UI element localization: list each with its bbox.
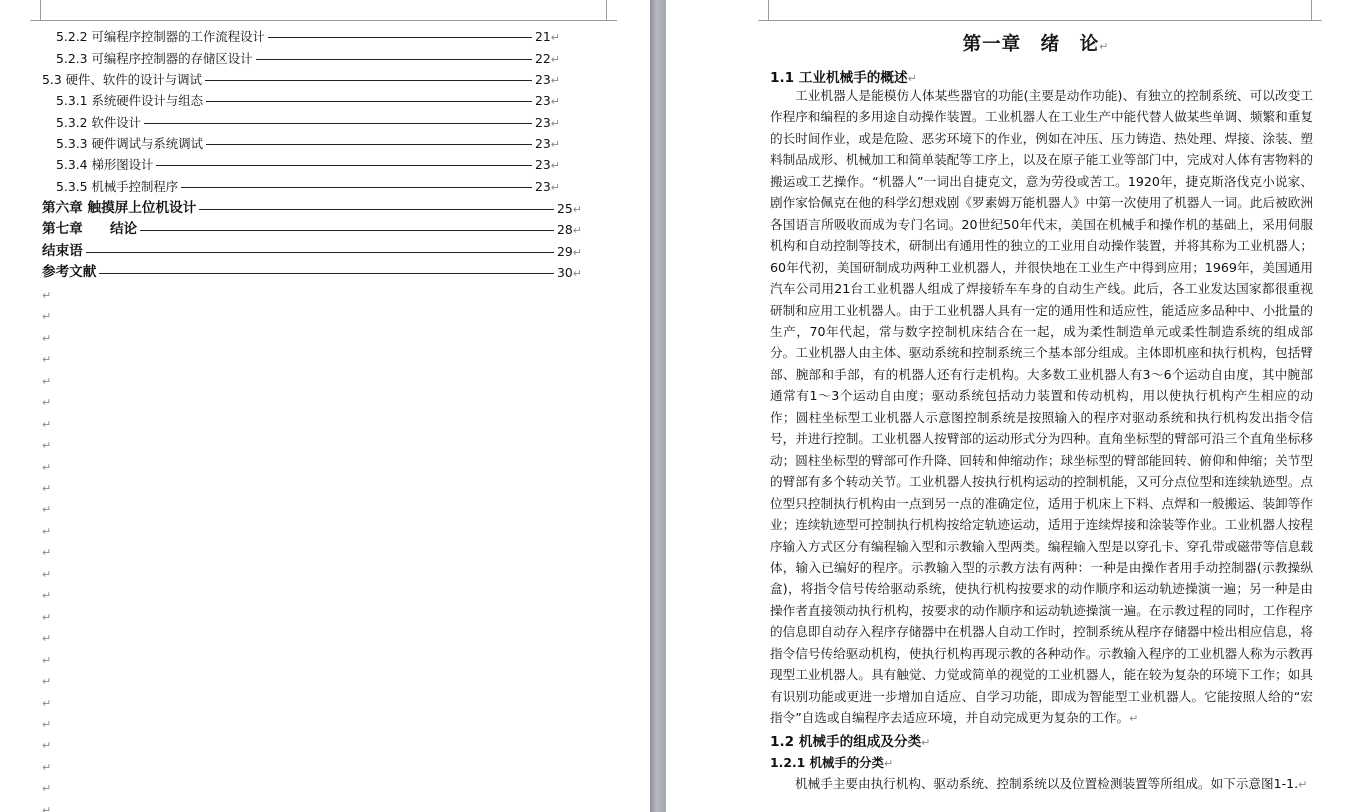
toc-entry-page: 23↵ [535,178,560,194]
toc-leader [206,144,532,145]
paragraph-mark: ↵ [42,718,52,731]
paragraph-mark: ↵ [550,52,560,66]
section-heading-1-1: 1.1 工业机械手的概述↵ [770,70,917,86]
paragraph-mark: ↵ [550,180,560,194]
toc-entry[interactable] [42,241,582,262]
chapter-title: 第一章 绪 论↵ [962,34,1110,55]
toc-leader [156,165,532,166]
toc-leader [199,209,554,210]
toc-entry[interactable] [56,112,560,133]
toc-leader [205,80,532,81]
paragraph-mark: ↵ [550,73,560,87]
toc-entry[interactable] [56,133,560,154]
paragraph-mark: ↵ [42,439,52,452]
paragraph-mark: ↵ [42,568,52,581]
paragraph-mark: ↵ [42,804,52,812]
paragraph-mark: ↵ [42,546,52,559]
toc-leader [268,37,532,38]
paragraph-mark: ↵ [42,782,52,795]
page-right [666,0,1350,812]
toc-entry-page: 23↵ [535,156,560,172]
paragraph-mark: ↵ [42,761,52,774]
paragraph-mark: ↵ [42,697,52,710]
section-1-1-body: 工业机器人是能模仿人体某些器官的功能(主要是动作功能)、有独立的控制系统、可以改变工作程序和编程的多用途自动操作装置。工业机器人在工业生产中能代替人做某些单调、频繁和重复的长时间作业，或是危险、恶劣环境下的作业，例如在冲压、压力铸造、热处理、焊接、涂装、塑料制品成形、机械加工和简单装配等工序上，以及在原子能工业等部门中，完成对人体有害物料的搬运或工艺操作。“机器人”一词出自捷克文，意为劳役或苦工。1920年，捷克斯洛伐克小说家、剧作家恰佩克在他的科学幻想戏剧《罗素姆万能机器人》中第一次使用了机器人一词。此后被欧洲各国语言所吸收而成为专门名词。20世纪50年代末，美国在机械手和操作机的基础上，采用伺服机构和自动控制等技术，研制出有通用性的独立的工业用自动操作装置，并将其称为工业机器人；60年代初，美国研制成功两种工业机器人，并很快地在工业生产中得到应用；1969年，美国通用汽车公司用21台工业机器人组成了焊接轿车车身的自动生产线。此后，各工业发达国家都很重视研制和应用工业机器人。由于工业机器人具有一定的通用性和适应性，能适应多品种中、小批量的生产，70年代起，常与数字控制机床结合在一起，成为柔性制造单元或柔性制造系统的组成部分。工业机器人由主体、驱动系统和控制系统三个基本部分组成。主体即机座和执行机构，包括臂部、腕部和手部，有的机器人还有行走机构。大多数工业机器人有3～6个运动自由度，其中腕部通常有1～3个运动自由度；驱动系统包括动力装置和传动机构，用以使执行机构产生相应的动作；圆柱坐标型工业机器人示意图控制系统是按照输入的程序对驱动系统和执行机构发出指令信号，并进行控制。工业机器人按臂部的运动形式分为四种。直角坐标型的臂部可沿三个直角坐标移动；圆柱坐标型的臂部可作升降、回转和伸缩动作；球坐标型的臂部能回转、俯仰和伸缩；关节型的臂部有多个转动关节。工业机器人按执行机构运动的控制机能，又可分点位型和连续轨迹型。点位型只控制执行机构由一点到另一点的准确定位，适用于机床上下料、点焊和一般搬运、装卸等作业；连续轨迹型可控制执行机构按给定轨迹运动，适用于连续焊接和涂装等作业。工业机器人按程序输入方式区分有编程输入型和示教输入型两类。编程输入型是以穿孔卡、穿孔带或磁带等信息载体，输入已编好的程序。示教输入型的示教方法有两种：一种是由操作者用手动控制器(示教操纵盒)，将指令信号传给驱动系统，使执行机构按要求的动作顺序和运动轨迹操演一遍；另一种是由操作者直接领动执行机构，按要求的动作顺序和运动轨迹操演一遍。在示教过程的同时，工作程序的信息即自动存入程序存储器中在机器人自动工作时，控制系统从程序存储器中检出相应信息，将指令信号传给驱动机构，使执行机构再现示教的各种动作。示教输入程序的工业机器人称为示教再现型工业机器人。具有触觉、力觉或简单的视觉的工业机器人，能在较为复杂的环境下工作；如具有识别功能或更进一步增加自适应、自学习功能，即成为智能型工业机器人。它能按照人给的“宏指令”自选或自编程序去适应环境，并自动完成更为复杂的工作。↵ [770,88,1313,726]
toc-entry[interactable] [42,69,560,90]
paragraph-mark: ↵ [42,589,52,602]
paragraph-mark: ↵ [42,675,52,688]
section-1-2-1-body: 机械手主要由执行机构、驱动系统、控制系统以及位置检测装置等所组成。如下示意图1-1.↵ [795,776,1308,791]
toc-entry-label: 5.2.3 可编程序控制器的存储区设计 [56,51,253,66]
paragraph-mark: ↵ [572,266,582,280]
paragraph-mark: ↵ [42,310,52,323]
paragraph-mark: ↵ [550,94,560,108]
paragraph-mark: ↵ [42,654,52,667]
toc-entry-label: 结束语 [42,243,83,259]
margin-mark-top-right [606,0,617,21]
paragraph-mark: ↵ [42,461,52,474]
paragraph-mark: ↵ [42,353,52,366]
toc-entry-label: 5.3 硬件、软件的设计与调试 [42,72,202,87]
toc-entry-page: 25↵ [557,200,582,216]
toc-leader [144,123,532,124]
toc-entry-page: 23↵ [535,92,560,108]
toc-entry[interactable] [42,198,582,219]
toc-entry-label: 5.3.1 系统硬件设计与组态 [56,93,203,108]
header-rule [768,20,1311,21]
page-gap [650,0,666,812]
section-heading-1-2-1: 1.2.1 机械手的分类↵ [770,755,894,770]
toc-entry[interactable] [56,48,560,69]
toc-entry-label: 第七章 结论 [42,221,138,237]
toc-entry-page: 23↵ [535,71,560,87]
paragraph-mark: ↵ [42,482,52,495]
paragraph-mark: ↵ [42,739,52,752]
toc-entry-page: 23↵ [535,114,560,130]
toc-entry[interactable] [56,90,560,111]
toc-entry[interactable] [56,154,560,175]
toc-entry-page: 30↵ [557,264,582,280]
toc-entry[interactable] [56,26,560,47]
margin-mark-top-right [1311,0,1322,21]
toc-entry[interactable] [42,262,582,283]
toc-entry-page: 21↵ [535,28,560,44]
toc-entry[interactable] [56,176,560,197]
toc-leader [256,59,532,60]
paragraph-mark: ↵ [42,611,52,624]
toc-leader [181,187,532,188]
margin-mark-top-left [30,0,41,21]
margin-mark-top-left [758,0,769,21]
toc-leader [206,101,532,102]
paragraph-mark: ↵ [550,116,560,130]
section-heading-1-2: 1.2 机械手的组成及分类↵ [770,734,931,750]
paragraph-mark: ↵ [42,632,52,645]
toc-entry[interactable] [42,219,582,240]
toc-entry-page: 29↵ [557,243,582,259]
toc-entry-page: 22↵ [535,50,560,66]
paragraph-mark: ↵ [42,503,52,516]
paragraph-mark: ↵ [42,418,52,431]
toc-entry-label: 5.3.5 机械手控制程序 [56,179,179,194]
toc-entry-label: 5.3.2 软件设计 [56,115,142,130]
paragraph-mark: ↵ [572,245,582,259]
page-left [0,0,650,812]
paragraph-mark: ↵ [42,289,52,302]
toc-entry-label: 5.2.2 可编程序控制器的工作流程设计 [56,29,265,44]
toc-entry-label: 5.3.3 硬件调试与系统调试 [56,136,203,151]
toc-entry-page: 23↵ [535,135,560,151]
toc-entry-label: 5.3.4 梯形图设计 [56,157,154,172]
paragraph-mark: ↵ [550,30,560,44]
toc-entry-label: 第六章 触摸屏上位机设计 [42,200,197,216]
paragraph-mark: ↵ [550,137,560,151]
toc-leader [99,273,554,274]
paragraph-mark: ↵ [42,396,52,409]
paragraph-mark: ↵ [42,332,52,345]
paragraph-mark: ↵ [42,375,52,388]
toc-entry-label: 参考文献 [42,264,97,280]
paragraph-mark: ↵ [42,525,52,538]
paragraph-mark: ↵ [572,223,582,237]
paragraph-mark: ↵ [572,202,582,216]
toc-leader [140,230,554,231]
paragraph-mark: ↵ [550,158,560,172]
toc-leader [86,252,554,253]
toc-entry-page: 28↵ [557,221,582,237]
header-rule [40,20,606,21]
